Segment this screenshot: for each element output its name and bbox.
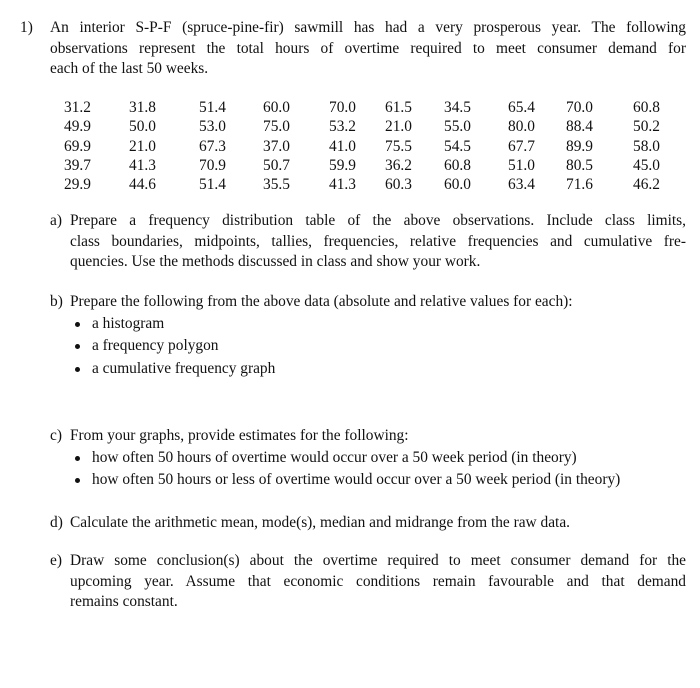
part-b-letter: b) <box>50 293 63 310</box>
list-item <box>72 469 686 492</box>
table-cell: 21.0 <box>385 118 412 136</box>
table-cell: 80.5 <box>566 156 593 174</box>
table-cell: 80.0 <box>508 118 535 136</box>
table-cell: 70.9 <box>199 156 226 174</box>
table-cell: 50.7 <box>263 156 290 174</box>
table-cell: 67.7 <box>508 137 535 155</box>
intro-line: observations represent the total hours of overtime required to meet consumer demand for <box>50 39 686 57</box>
table-cell: 60.0 <box>263 99 290 116</box>
table-cell: 69.9 <box>64 137 91 155</box>
bullet-text: a cumulative frequency graph <box>92 359 276 377</box>
table-row <box>64 137 673 156</box>
part-c-letter: c) <box>50 427 62 444</box>
table-cell: 46.2 <box>633 176 660 194</box>
part-c-text: From your graphs, provide estimates for the following: <box>70 427 409 444</box>
table-cell: 58.0 <box>633 137 660 155</box>
list-item <box>72 358 686 381</box>
intro-line: An interior S-P-F (spruce-pine-fir) sawmill has had a very prosperous year. The following <box>50 19 686 36</box>
part-c-bullet-list <box>70 447 686 492</box>
table-cell: 45.0 <box>633 156 660 174</box>
question-number: 1) <box>20 19 33 36</box>
list-item <box>72 313 686 336</box>
bullet-text: how often 50 hours of overtime would occur over a 50 week period (in theory) <box>92 448 577 466</box>
table-cell: 53.2 <box>329 118 356 136</box>
table-cell: 34.5 <box>444 99 471 116</box>
table-cell: 49.9 <box>64 118 91 136</box>
part-b <box>50 292 686 380</box>
bullet-text: a histogram <box>92 314 165 332</box>
problem-intro <box>50 18 686 80</box>
table-cell: 54.5 <box>444 137 471 155</box>
table-cell: 65.4 <box>508 99 535 116</box>
table-cell: 70.0 <box>329 99 356 116</box>
table-cell: 70.0 <box>566 99 593 116</box>
table-cell: 75.0 <box>263 118 290 136</box>
table-row <box>64 117 673 136</box>
bullet-text: how often 50 hours or less of overtime would occur over a 50 week period (in theory) <box>92 471 621 488</box>
bullet-text: a frequency polygon <box>92 337 219 354</box>
table-cell: 29.9 <box>64 176 91 194</box>
table-cell: 67.3 <box>199 137 226 155</box>
table-cell: 41.3 <box>129 156 156 174</box>
list-item <box>72 335 686 358</box>
table-cell: 61.5 <box>385 99 412 116</box>
table-cell: 60.0 <box>444 176 471 194</box>
table-cell: 51.4 <box>199 176 226 194</box>
table-cell: 71.6 <box>566 176 593 194</box>
table-cell: 31.8 <box>129 99 156 116</box>
table-row <box>64 156 673 175</box>
part-a-line: quencies. Use the methods discussed in class and show your work. <box>70 253 481 270</box>
table-cell: 39.7 <box>64 156 91 174</box>
table-cell: 41.3 <box>329 176 356 194</box>
table-cell: 36.2 <box>385 156 412 174</box>
list-item <box>72 447 686 470</box>
table-cell: 35.5 <box>263 176 290 194</box>
table-cell: 60.8 <box>633 99 660 116</box>
part-a <box>50 211 686 273</box>
bullet-icon <box>75 367 80 372</box>
intro-line: each of the last 50 weeks. <box>50 60 209 77</box>
table-cell: 89.9 <box>566 137 593 155</box>
bullet-icon <box>75 344 80 349</box>
bullet-icon <box>75 456 80 461</box>
table-cell: 31.2 <box>64 99 91 116</box>
part-a-line: class boundaries, midpoints, tallies, frequencies, relative frequencies and cumulative fre- <box>70 232 686 250</box>
part-b-text: Prepare the following from the above data (absolute and relative values for each): <box>70 293 573 310</box>
table-cell: 59.9 <box>329 156 356 174</box>
part-e-letter: e) <box>50 552 62 569</box>
table-cell: 88.4 <box>566 118 593 136</box>
part-d-text: Calculate the arithmetic mean, mode(s), median and midrange from the raw data. <box>70 514 571 531</box>
bullet-icon <box>75 478 80 483</box>
table-row <box>64 175 673 194</box>
part-b-bullet-list <box>70 313 686 381</box>
table-cell: 55.0 <box>444 118 471 136</box>
table-cell: 75.5 <box>385 137 412 155</box>
part-e-line: upcoming year. Assume that economic conditions remain favourable and that demand <box>70 572 686 590</box>
part-e-line: Draw some conclusion(s) about the overtime required to meet consumer demand for the <box>70 552 686 569</box>
table-cell: 50.0 <box>129 118 156 136</box>
table-cell: 41.0 <box>329 137 356 155</box>
bullet-icon <box>75 322 80 327</box>
table-cell: 51.4 <box>199 99 226 116</box>
table-row <box>64 98 673 117</box>
part-d <box>50 513 686 534</box>
part-e <box>50 551 686 613</box>
part-d-letter: d) <box>50 514 63 531</box>
table-cell: 51.0 <box>508 156 535 174</box>
table-cell: 63.4 <box>508 176 535 194</box>
table-cell: 53.0 <box>199 118 226 136</box>
part-c <box>50 426 686 492</box>
part-a-line: Prepare a frequency distribution table of the above observations. Include class limits, <box>70 212 686 229</box>
overtime-data-table <box>64 98 673 194</box>
table-cell: 21.0 <box>129 137 156 155</box>
table-cell: 50.2 <box>633 118 660 136</box>
table-cell: 60.3 <box>385 176 412 194</box>
part-a-letter: a) <box>50 212 62 229</box>
table-cell: 37.0 <box>263 137 290 155</box>
table-cell: 60.8 <box>444 156 471 174</box>
table-cell: 44.6 <box>129 176 156 194</box>
part-e-line: remains constant. <box>70 593 178 610</box>
